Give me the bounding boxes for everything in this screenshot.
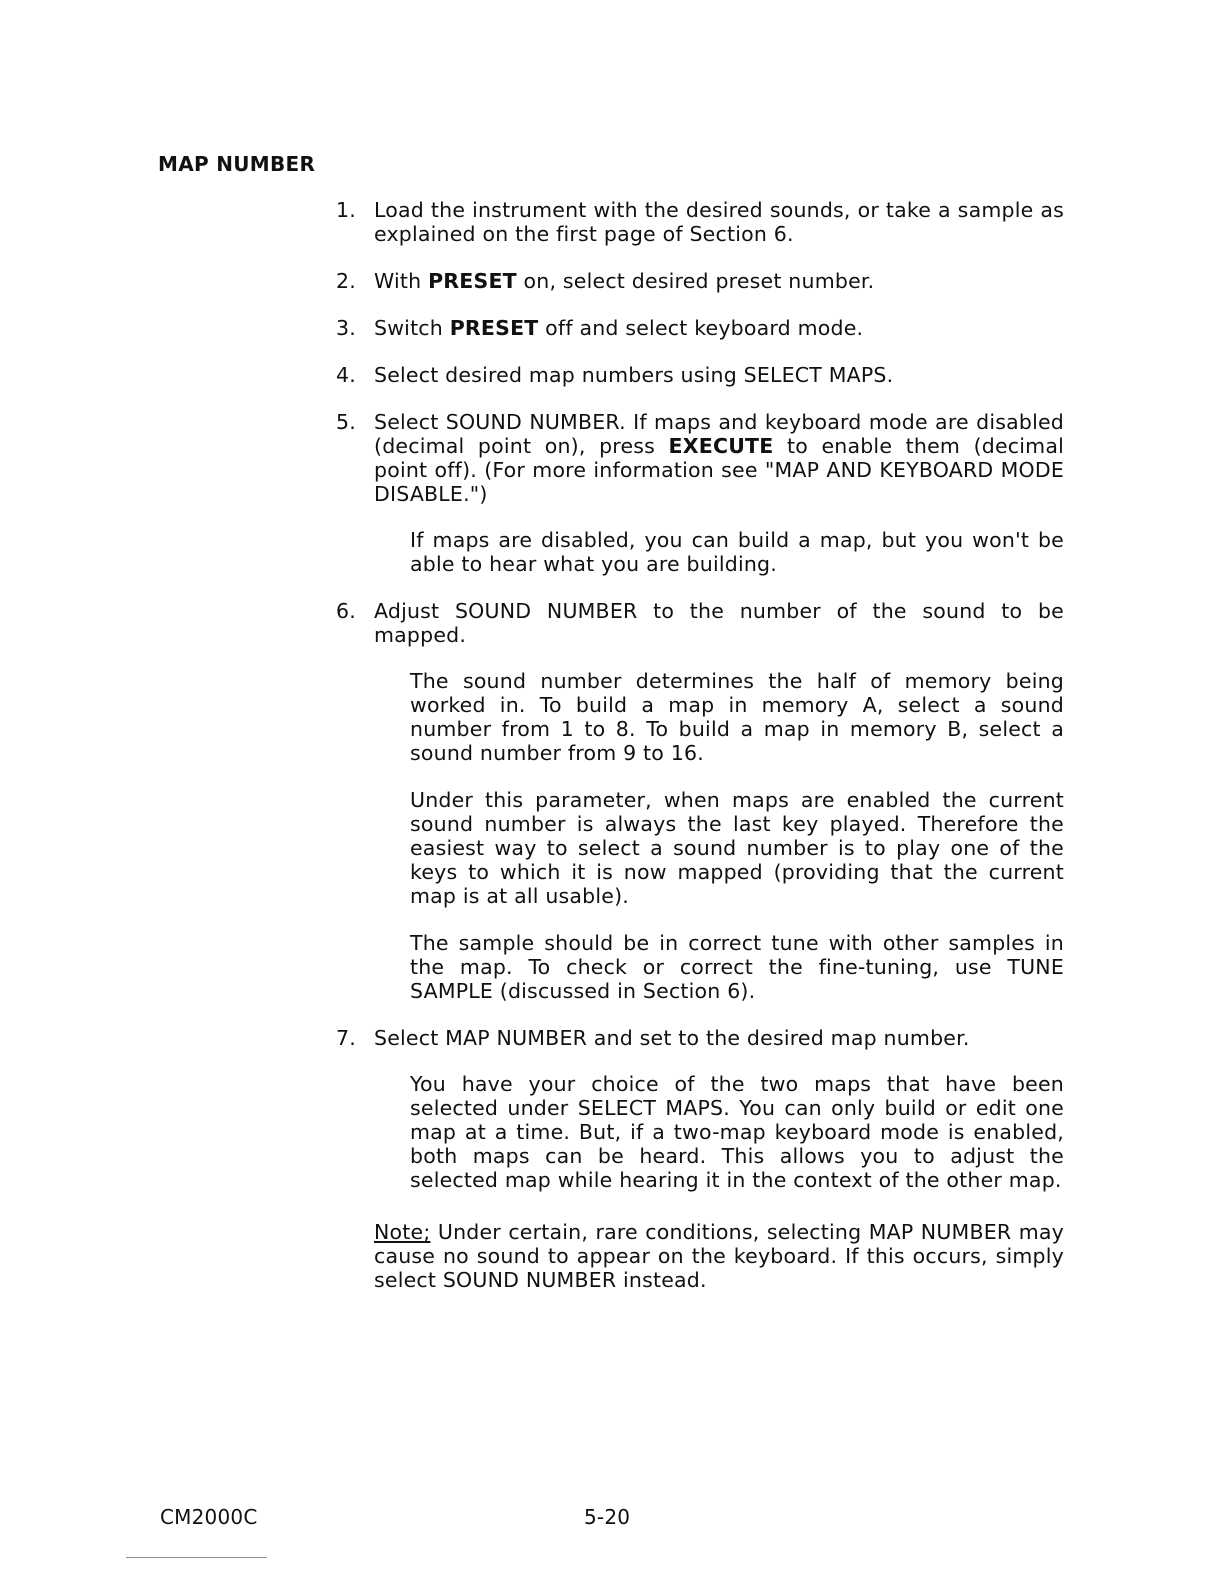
procedure-steps [336,198,1064,1215]
note-label: Note; [374,1220,431,1244]
step-number: 7. [336,1026,356,1050]
step-text [374,410,1064,506]
step-text [374,316,1064,340]
step-detail-paragraph: If maps are disabled, you can build a map, but you won't be able to hear what you are building. [410,528,1064,576]
section-heading: MAP NUMBER [158,152,316,176]
step-text-pre: Select SOUND NUMBER. If maps and keyboard mode are disabled (decimal point on), press [374,410,1064,458]
step-text-post: on, select desired preset number. [516,269,875,293]
step-number: 4. [336,363,356,387]
preset-key-label: PRESET [428,269,517,293]
step-text [374,269,1064,293]
step-item [336,410,1064,576]
step-number: 1. [336,198,356,222]
step-detail-paragraph: The sound number determines the half of memory being worked in. To build a map in memory A, select a sound number from 1 to 8. To build a map in memory B, select a sound number from 9 to 16. [410,669,1064,765]
step-detail-paragraph: Under this parameter, when maps are enabled the current sound number is always the last key played. Therefore the easiest way to select a sound number is to play one of the keys to which it is now mapped (providing that the current map is at all usable). [410,788,1064,908]
step-number: 3. [336,316,356,340]
document-id: CM2000C [160,1505,258,1529]
step-number: 2. [336,269,356,293]
step-text-post: off and select keyboard mode. [538,316,864,340]
preset-key-label: PRESET [449,316,539,340]
note-paragraph [374,1220,1064,1292]
page-number: 5-20 [584,1505,631,1529]
step-text-post: to enable them (decimal point off). (For more information see "MAP AND KEYBOARD MODE DISABLE.") [374,434,1064,506]
step-text: Select MAP NUMBER and set to the desired map number. [374,1026,970,1050]
step-item [336,363,1064,387]
execute-key-label: EXECUTE [668,434,774,458]
step-item [336,599,1064,1003]
step-text-pre: With [374,269,429,293]
step-number: 6. [336,599,356,623]
step-detail-paragraph: You have your choice of the two maps that have been selected under SELECT MAPS. You can only build or edit one map at a time. But, if a two-map keyboard mode is enabled, both maps can be heard. This allows you to adjust the selected map while hearing it in the context of the other map. [410,1072,1064,1192]
step-item [336,316,1064,340]
step-text: Load the instrument with the desired sounds, or take a sample as explained on the first page of Section 6. [374,198,1064,246]
step-text: Adjust SOUND NUMBER to the number of the sound to be mapped. [374,599,1064,647]
step-number: 5. [336,410,356,434]
step-detail-paragraph: The sample should be in correct tune with other samples in the map. To check or correct the fine-tuning, use TUNE SAMPLE (discussed in Section 6). [410,931,1064,1003]
footer-rule [126,1557,267,1558]
step-item [336,198,1064,246]
step-item [336,1026,1064,1192]
step-text: Select desired map numbers using SELECT MAPS. [374,363,894,387]
step-text-pre: Switch [374,316,450,340]
step-item [336,269,1064,293]
note-text: Under certain, rare conditions, selecting MAP NUMBER may cause no sound to appear on the keyboard. If this occurs, simply select SOUND NUMBER instead. [374,1220,1064,1292]
